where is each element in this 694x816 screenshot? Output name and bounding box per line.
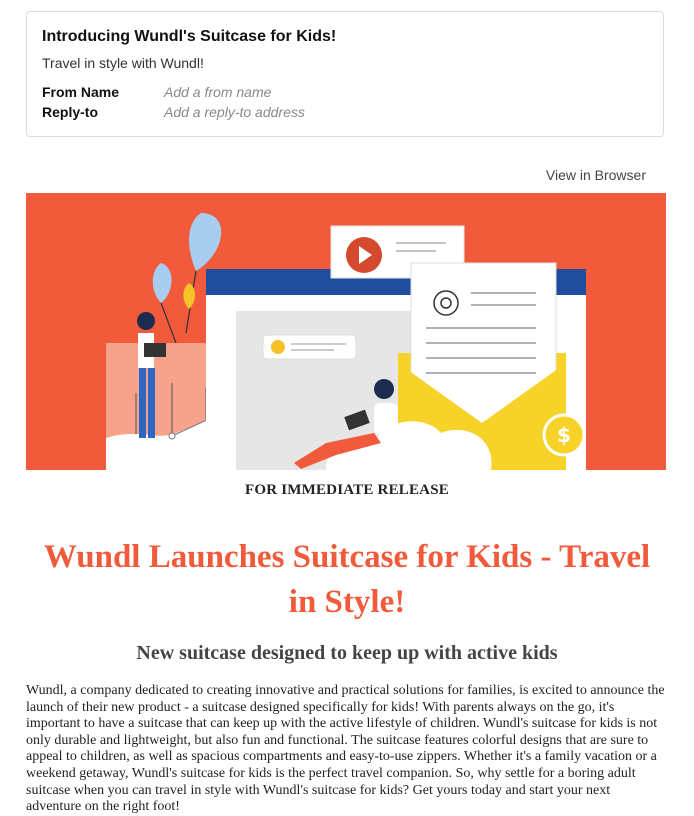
headline: Wundl Launches Suitcase for Kids - Travel in Style! xyxy=(43,539,651,620)
avatar-icon xyxy=(271,340,285,354)
email-settings-card xyxy=(26,11,664,137)
email-preheader[interactable]: Travel in style with Wundl! xyxy=(42,55,204,71)
reply-to-row[interactable] xyxy=(42,104,305,120)
from-name-field[interactable]: Add a from name xyxy=(164,84,272,100)
from-name-row[interactable] xyxy=(42,84,271,100)
subheadline: New suitcase designed to keep up with active kids xyxy=(136,642,558,664)
email-subject[interactable]: Introducing Wundl's Suitcase for Kids! xyxy=(42,28,337,45)
body-paragraph: Wundl, a company dedicated to creating innovative and practical solutions for families, is excited to announce the launch of their new product - a suitcase designed specifically for kids! With parents always on the go, it's important to have a suitcase that can keep up with the active lifestyle of children. Wundl's suitcase for kids is not only durable and lightweight, but also fun and functional. The suitcase features colorful designs that are sure to appeal to children, as well as spacious compartments and easy-to-use zippers. Whether it's a family vacation or a weekend getaway, Wundl's suitcase for kids is the perfect travel companion. So, why settle for a boring adult suitcase when you can travel in style with Wundl's suitcase for kids? Get yours today and start your next adventure on the right foot! xyxy=(26,683,665,815)
reply-to-field[interactable]: Add a reply-to address xyxy=(164,104,305,120)
view-in-browser-link[interactable]: View in Browser xyxy=(545,167,646,183)
reply-to-label: Reply-to xyxy=(42,104,98,120)
from-name-label: From Name xyxy=(42,84,120,100)
release-label: FOR IMMEDIATE RELEASE xyxy=(245,482,449,498)
svg-text:$: $ xyxy=(557,423,571,447)
hero-image xyxy=(26,193,666,470)
